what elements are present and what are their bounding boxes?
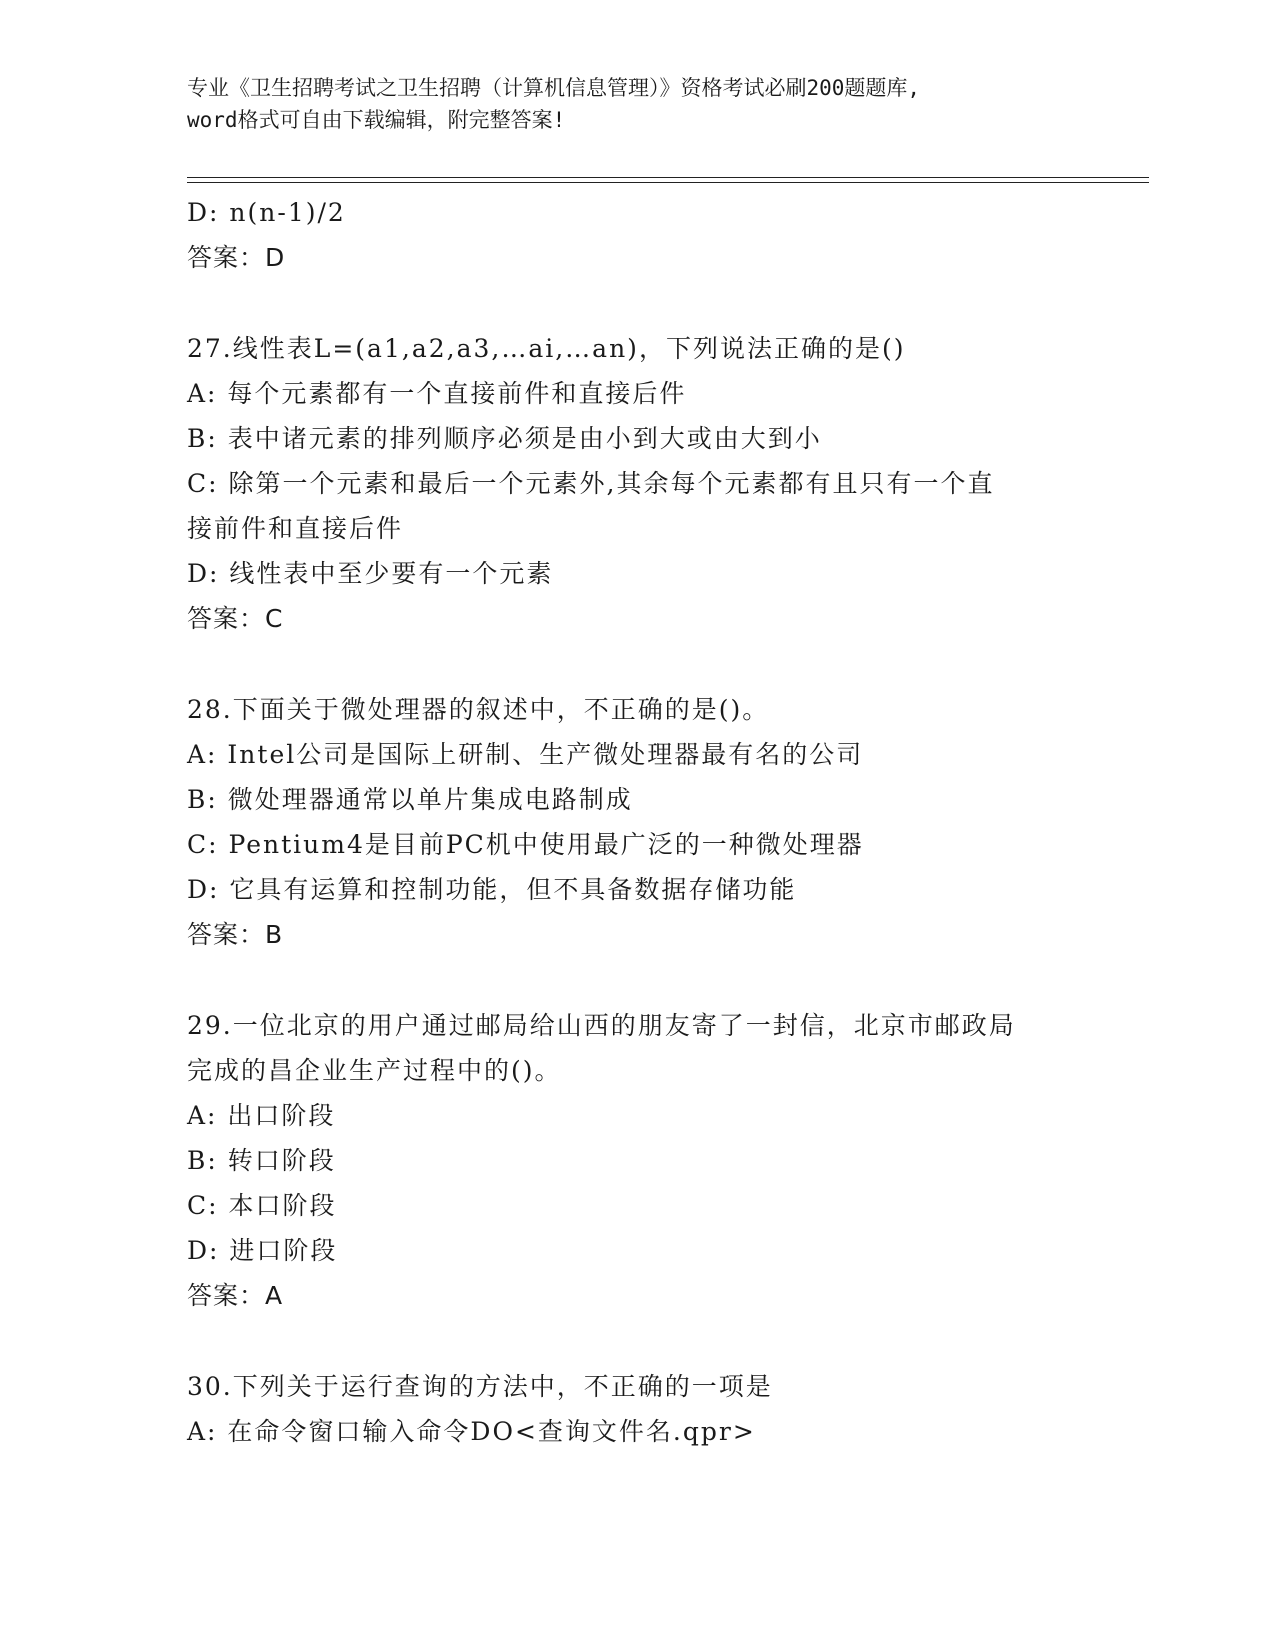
option-a: A: 在命令窗口输入命令DO<查询文件名.qpr> — [187, 1417, 756, 1446]
answer: 答案：A — [187, 1281, 284, 1310]
question-list — [187, 190, 1147, 1454]
option-c: C: Pentium4是目前PC机中使用最广泛的一种微处理器 — [187, 830, 864, 859]
option-d: D: 它具有运算和控制功能，但不具备数据存储功能 — [187, 875, 797, 904]
question-stem: 28.下面关于微处理器的叙述中，不正确的是()。 — [187, 695, 770, 724]
header-line-1: 专业《卫生招聘考试之卫生招聘（计算机信息管理）》资格考试必刷200题题库, — [187, 76, 921, 100]
option-c: C: 本口阶段 — [187, 1191, 337, 1220]
option-a: A: 每个元素都有一个直接前件和直接后件 — [187, 379, 687, 408]
option-a: A: 出口阶段 — [187, 1101, 336, 1130]
question-stem: 30.下列关于运行查询的方法中，不正确的一项是 — [187, 1372, 773, 1401]
option-c: C: 除第一个元素和最后一个元素外,其余每个元素都有且只有一个直 — [187, 469, 995, 498]
question-28 — [187, 687, 1147, 957]
option-b: B: 转口阶段 — [187, 1146, 336, 1175]
page-header — [187, 72, 1067, 136]
prev-answer: 答案：D — [187, 243, 286, 272]
option-a: A: Intel公司是国际上研制、生产微处理器最有名的公司 — [187, 740, 864, 769]
question-29 — [187, 1003, 1147, 1318]
header-rule-bottom — [187, 182, 1149, 183]
question-27 — [187, 326, 1147, 641]
answer: 答案：C — [187, 604, 284, 633]
header-line-2: word格式可自由下载编辑，附完整答案! — [187, 108, 566, 132]
option-d: D: 进口阶段 — [187, 1236, 338, 1265]
prev-option-d: D: n(n-1)/2 — [187, 198, 346, 227]
option-c-continued: 接前件和直接后件 — [187, 514, 404, 543]
question-30 — [187, 1364, 1147, 1454]
header-rule-top — [187, 177, 1149, 178]
option-d: D: 线性表中至少要有一个元素 — [187, 559, 554, 588]
question-stem-continued: 完成的昌企业生产过程中的()。 — [187, 1056, 562, 1085]
question-stem: 27.线性表L=(a1,a2,a3,…ai,…an)，下列说法正确的是() — [187, 334, 906, 363]
answer: 答案：B — [187, 920, 284, 949]
option-b: B: 表中诸元素的排列顺序必须是由小到大或由大到小 — [187, 424, 822, 453]
option-b: B: 微处理器通常以单片集成电路制成 — [187, 785, 633, 814]
question-stem: 29.一位北京的用户通过邮局给山西的朋友寄了一封信，北京市邮政局 — [187, 1011, 1016, 1040]
